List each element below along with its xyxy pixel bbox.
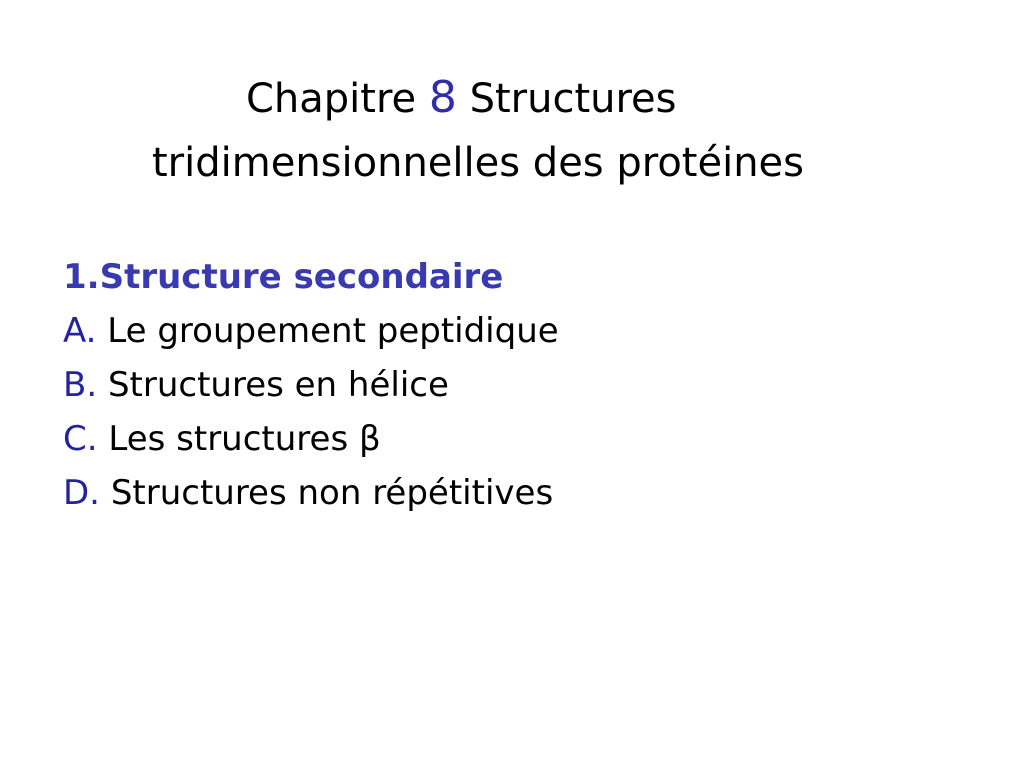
title-prefix: Chapitre [246,76,417,122]
section-number: 1. [63,257,100,297]
item-letter: A. [63,311,97,351]
chapter-number: 8 [428,72,457,123]
item-letter: B. [63,365,98,405]
section-heading [63,250,559,304]
item-text: Le groupement peptidique [107,311,559,351]
section-label: Structure secondaire [99,257,504,297]
slide-title [0,66,1024,195]
outline-item-c [63,412,559,466]
item-text: Les structures β [108,419,381,459]
title-line-2: tridimensionnelles des protéines [152,140,804,186]
item-text: Structures non répétitives [110,473,554,513]
item-letter: C. [63,419,98,459]
title-suffix: Structures [469,76,677,122]
outline-item-b [63,358,559,412]
outline-item-d [63,466,559,520]
title-line-1 [0,66,1024,131]
outline-list [63,250,559,520]
outline-item-a [63,304,559,358]
item-text: Structures en hélice [107,365,449,405]
item-letter: D. [63,473,100,513]
